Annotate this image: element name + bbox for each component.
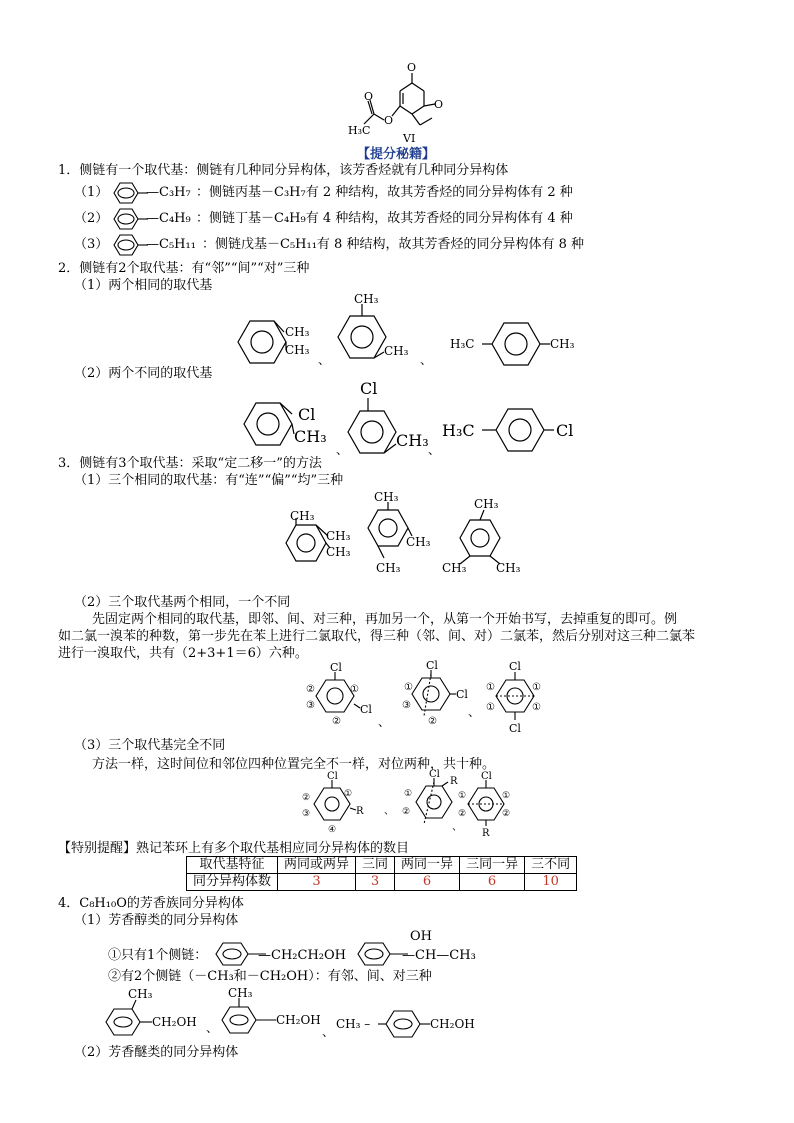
s4-sub2: （2）芳香醚类的同分异构体	[74, 1045, 239, 1060]
sep-1: 、	[318, 353, 331, 367]
s1-item-2-num: （2）	[74, 211, 109, 226]
s1-heading: 1．侧链有一个取代基：侧链有几种同分异构体，该芳香烃就有几种同分异构体	[58, 163, 509, 178]
phenyl-ring-icon	[352, 940, 408, 968]
m-cl: Cl	[360, 379, 378, 398]
t2-ch3-c: CH₃	[376, 561, 401, 575]
sep-8: 、	[452, 822, 462, 833]
table-cell: 6	[460, 874, 525, 891]
table-header-cell: 两同或两异	[278, 857, 356, 874]
o-cl: Cl	[298, 405, 316, 424]
s1-item-2-group: —C₄H₉	[146, 211, 191, 226]
s4-item1-a: —CH₂CH₂OH	[258, 948, 346, 963]
t3-ch3-c: CH₃	[496, 561, 521, 575]
s2-sub2: （2）两个不同的取代基	[74, 366, 213, 381]
s4-item1-b: —CH—CH₃	[402, 948, 476, 963]
s1-item-3-text: ：侧链戊基－C₅H₁₁有 8 种结构，故其芳香烃的同分异构体有 8 种	[202, 237, 584, 252]
d1-c1: ①	[350, 684, 359, 695]
r3-r: R	[482, 828, 490, 839]
d3-c1a: ①	[486, 682, 495, 693]
xylene-isomers	[230, 292, 580, 370]
s3-para-line2: 如二氯一溴苯的种数，第一步先在苯上进行二氯取代，得三种（邻、间、对）二氯苯，然后分别对这三种二氯苯	[58, 629, 696, 644]
d2-c2: ②	[428, 716, 437, 727]
s4-sub1: （1）芳香醇类的同分异构体	[74, 913, 239, 928]
atom-o-ring: O	[434, 98, 444, 111]
atom-o-carbonyl: O	[364, 90, 374, 103]
d3-c1b: ①	[532, 682, 541, 693]
sep-9: 、	[206, 1021, 219, 1035]
s2-heading: 2．侧链有2个取代基：有“邻”“间”“对”三种	[58, 261, 310, 276]
para-ch3: CH₃	[550, 337, 575, 351]
top-molecule-vi	[340, 56, 450, 146]
d3-c1c: ①	[486, 702, 495, 713]
chlorotoluene-isomers	[236, 380, 576, 456]
r2-r: R	[450, 776, 458, 787]
d2-cl-a: Cl	[426, 659, 438, 672]
table-header-cell: 三同一异	[460, 857, 525, 874]
s4-heading: 4．C₈H₁₀O的芳香族同分异构体	[58, 896, 244, 911]
mb3-ch3: CH₃ –	[336, 1017, 371, 1031]
methylbenzyl-alcohol-isomers	[100, 986, 480, 1042]
r1-cl: Cl	[327, 771, 338, 782]
r2-c1: ①	[404, 789, 413, 799]
toluene-ring-icon	[104, 232, 148, 258]
mb3-ch2oh: CH₂OH	[430, 1017, 475, 1031]
s2-sub1: （1）两个相同的取代基	[74, 278, 213, 293]
meta-ch3-b: CH₃	[384, 344, 409, 358]
p-cl: Cl	[556, 421, 574, 440]
table-header-cell: 三不同	[525, 857, 577, 874]
sep-10: 、	[322, 1025, 335, 1039]
table-cell: 3	[278, 874, 356, 891]
s4-item1-prefix: ①只有1个侧链：	[108, 948, 208, 963]
isomer-count-table	[186, 856, 577, 891]
r1-c2: ②	[302, 793, 311, 803]
sep-6: 、	[468, 705, 481, 719]
sep-2: 、	[420, 353, 433, 367]
d2-cl-b: Cl	[456, 688, 468, 701]
sep-4: 、	[428, 443, 441, 457]
atom-o-top: O	[407, 61, 417, 74]
r1-c3: ③	[302, 809, 311, 819]
sep-5: 、	[378, 715, 391, 729]
table-row	[187, 874, 577, 891]
para-h3c: H₃C	[450, 337, 475, 351]
d2-c3: ③	[402, 700, 411, 711]
atom-o-ester: O	[384, 114, 394, 127]
table-header-row	[187, 857, 577, 874]
meta-ch3-a: CH₃	[354, 292, 379, 306]
three-different-substituents	[300, 770, 530, 840]
table-cell: 3	[356, 874, 395, 891]
s1-item-1-num: （1）	[74, 185, 109, 200]
s3-sub3: （3）三个取代基完全不同	[74, 738, 226, 753]
o-ch3: CH₃	[294, 427, 327, 446]
d3-cl-a: Cl	[509, 660, 521, 673]
d1-c2b: ②	[332, 716, 341, 727]
s1-item-3-num: （3）	[74, 237, 109, 252]
mb1-ch3: CH₃	[128, 987, 153, 1001]
t1-ch3-c: CH₃	[326, 545, 351, 559]
d1-c2: ②	[306, 684, 315, 695]
s3-sub1: （1）三个相同的取代基：有“连”“偏”“均”三种	[74, 473, 344, 488]
s1-item-1-text: ：侧链丙基－C₃H₇有 2 种结构，故其芳香烃的同分异构体有 2 种	[196, 185, 573, 200]
dichlorobenzene-positions	[300, 660, 540, 734]
d1-cl-b: Cl	[360, 703, 372, 716]
trimethylbenzene-isomers	[270, 488, 540, 580]
d3-c1d: ①	[532, 702, 541, 713]
d1-c3: ③	[306, 700, 315, 711]
section-title: 【提分秘籍】	[356, 147, 435, 162]
s3-para-line3: 进行一溴取代，共有（2+3+1＝6）六种。	[58, 646, 308, 661]
toluene-ring-icon	[104, 206, 148, 232]
m-ch3: CH₃	[396, 431, 429, 450]
compound-label-vi: VI	[403, 132, 416, 145]
t1-ch3-a: CH₃	[290, 509, 315, 523]
d2-c1: ①	[404, 682, 413, 693]
r1-c4: ④	[328, 825, 337, 835]
ortho-ch3-a: CH₃	[285, 325, 310, 339]
sep-3: 、	[336, 443, 349, 457]
s1-item-3-group: —C₅H₁₁	[146, 237, 196, 252]
mb2-ch3: CH₃	[228, 986, 253, 1000]
s3-heading: 3．侧链有3个取代基：采取“定二移一”的方法	[58, 456, 322, 471]
s3-para-line1: 先固定两个相同的取代基，即邻、间、对三种，再加另一个，从第一个开始书写，去掉重复的即可。例	[92, 612, 678, 627]
table-cell: 10	[525, 874, 577, 891]
sep-7: 、	[384, 806, 394, 817]
reminder-label: 【特别提醒】熟记苯环上有多个取代基相应同分异构体的数目	[58, 841, 410, 856]
t3-ch3-a: CH₃	[474, 497, 499, 511]
r3-c2b: ②	[502, 809, 511, 819]
p-h3c: H₃C	[442, 421, 475, 440]
r2-c2: ②	[402, 807, 411, 817]
s1-item-2-text: ：侧链丁基－C₄H₉有 4 种结构，故其芳香烃的同分异构体有 4 种	[196, 211, 573, 226]
methyl-label: H₃C	[348, 124, 371, 137]
d1-cl-a: Cl	[330, 661, 342, 674]
table-cell: 6	[395, 874, 460, 891]
r3-c2a: ②	[458, 809, 467, 819]
r1-c1: ①	[344, 789, 353, 799]
s4-item2: ②有2个侧链（－CH₃和－CH₂OH）：有邻、间、对三种	[108, 969, 432, 984]
s4-item1-oh: OH	[410, 929, 432, 944]
r1-r: R	[356, 806, 364, 817]
d3-cl-b: Cl	[509, 722, 521, 735]
s1-item-1-group: —C₃H₇	[146, 185, 191, 200]
mb1-ch2oh: CH₂OH	[152, 1015, 197, 1029]
table-header-cell: 取代基特征	[187, 857, 278, 874]
t2-ch3-a: CH₃	[374, 490, 399, 504]
table-header-cell: 两同一异	[395, 857, 460, 874]
t1-ch3-b: CH₃	[326, 529, 351, 543]
r3-cl: Cl	[481, 771, 492, 782]
t3-ch3-b: CH₃	[442, 561, 467, 575]
r3-c1b: ①	[502, 791, 511, 801]
mb2-ch2oh: CH₂OH	[276, 1013, 321, 1027]
s3-para2: 方法一样，这时间位和邻位四种位置完全不一样，对位两种，共十种。	[92, 757, 496, 772]
r3-c1a: ①	[458, 791, 467, 801]
table-header-cell: 三同	[356, 857, 395, 874]
r2-cl: Cl	[429, 769, 440, 780]
t2-ch3-b: CH₃	[406, 535, 431, 549]
toluene-ring-icon	[104, 180, 148, 206]
s3-sub2: （2）三个取代基两个相同，一个不同	[74, 595, 291, 610]
table-row-label: 同分异构体数	[187, 874, 278, 891]
ortho-ch3-b: CH₃	[285, 343, 310, 357]
